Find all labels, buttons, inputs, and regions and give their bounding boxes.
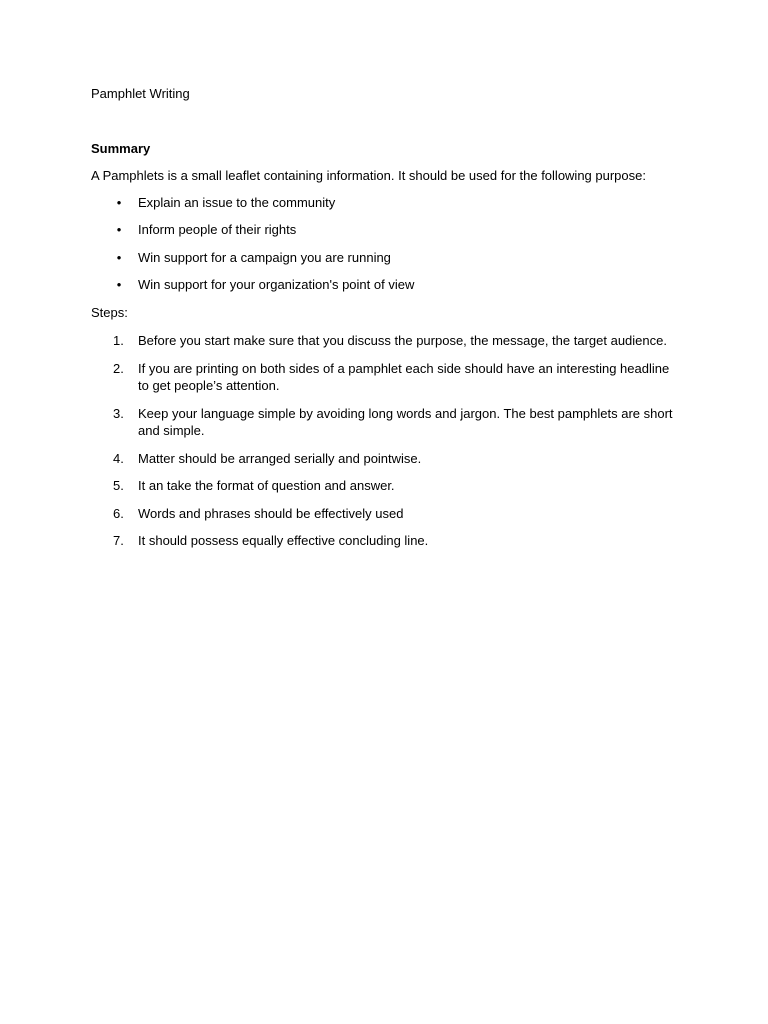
bullet-text: Inform people of their rights [138,222,297,238]
step-text: Matter should be arranged serially and pointwise. [138,450,422,466]
step-item [91,332,681,350]
step-item [91,505,681,523]
step-item [91,477,681,495]
step-item [91,532,681,550]
step-number: 4. [113,450,124,466]
bullet-text: Win support for a campaign you are running [138,249,391,265]
step-text: It should possess equally effective concluding line. [138,533,429,548]
step-text: Before you start make sure that you discuss the purpose, the message, the target audience. [138,333,667,348]
bullet-dot-icon: • [116,276,122,292]
step-item [91,405,681,440]
bullet-dot-icon: • [116,222,122,238]
step-number: 3. [113,405,124,421]
step-number: 1. [113,333,124,348]
step-item [91,360,681,395]
bullet-dot-icon: • [116,195,122,210]
intro-paragraph: A Pamphlets is a small leaflet containing information. It should be used for the following purpose: [91,168,646,183]
step-number: 7. [113,533,124,548]
bullet-text: Explain an issue to the community [138,195,336,210]
purpose-bullet-list [91,195,691,304]
step-text: Keep your language simple by avoiding long words and jargon. The best pamphlets are short and simple. [138,405,673,438]
bullet-item [91,277,691,293]
step-number: 5. [113,478,124,493]
step-item [91,450,681,468]
step-number: 2. [113,360,124,376]
bullet-item [91,250,691,266]
step-number: 6. [113,505,124,521]
step-text: If you are printing on both sides of a pamphlet each side should have an interesting headline to get people’s attention. [138,360,670,393]
step-text: Words and phrases should be effectively used [138,505,404,521]
steps-numbered-list [91,332,681,560]
step-text: It an take the format of question and answer. [138,478,395,493]
document-title: Pamphlet Writing [91,86,190,101]
bullet-dot-icon: • [116,249,122,265]
bullet-text: Win support for your organization's point of view [138,276,415,292]
bullet-item [91,222,691,238]
bullet-item [91,195,691,211]
steps-heading: Steps: [91,305,128,320]
summary-heading: Summary [91,141,151,156]
